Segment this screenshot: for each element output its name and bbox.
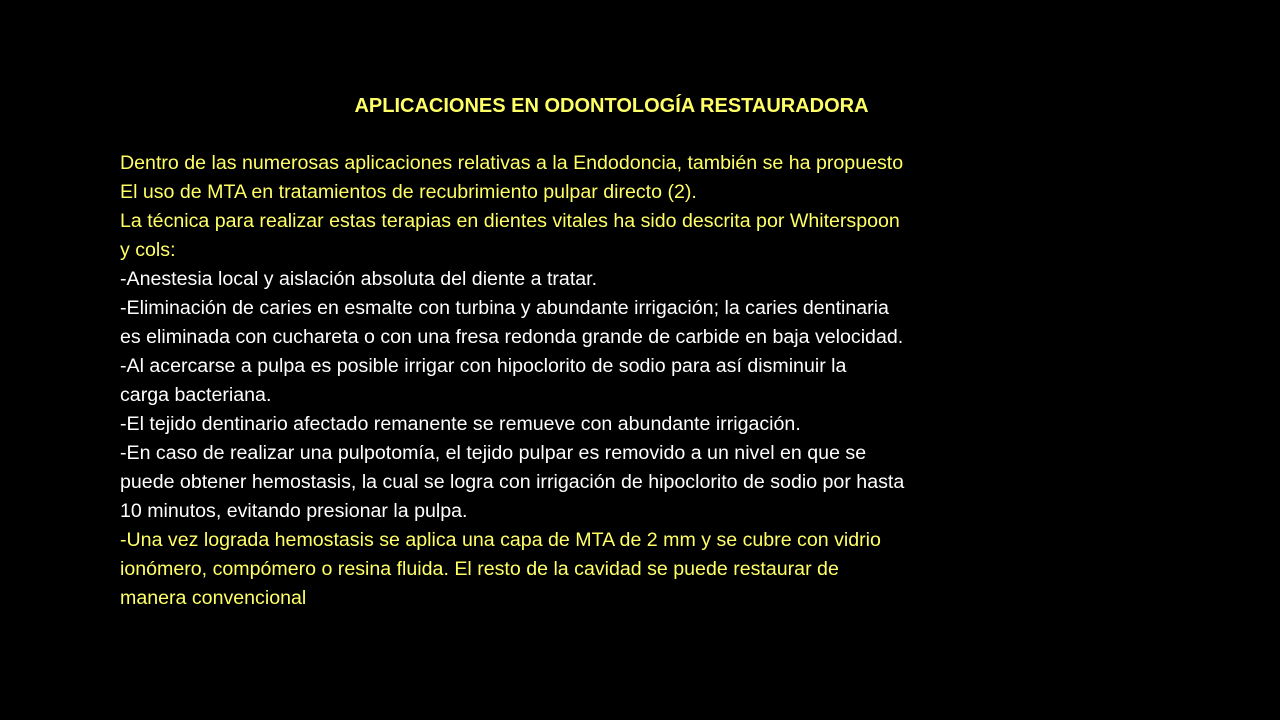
text-line: y cols: <box>120 239 176 261</box>
slide-content <box>120 92 1090 613</box>
text-line: -Anestesia local y aislación absoluta del diente a tratar. <box>120 268 598 290</box>
text-line: -Eliminación de caries en esmalte con turbina y abundante irrigación; la caries dentinaria <box>120 297 889 319</box>
text-line: -El tejido dentinario afectado remanente se remueve con abundante irrigación. <box>120 413 801 435</box>
text-line: carga bacteriana. <box>120 384 272 406</box>
text-line: La técnica para realizar estas terapias en dientes vitales ha sido descrita por Whiterspoon <box>120 210 900 232</box>
slide-title: APLICACIONES EN ODONTOLOGÍA RESTAURADORA <box>354 95 869 117</box>
text-line: puede obtener hemostasis, la cual se logra con irrigación de hipoclorito de sodio por hasta <box>120 471 905 493</box>
text-line: manera convencional <box>120 587 307 609</box>
text-line: es eliminada con cuchareta o con una fresa redonda grande de carbide en baja velocidad. <box>120 326 904 348</box>
text-line: -En caso de realizar una pulpotomía, el tejido pulpar es removido a un nivel en que se <box>120 442 867 464</box>
text-line: -Al acercarse a pulpa es posible irrigar con hipoclorito de sodio para así disminuir la <box>120 355 847 377</box>
text-line: -Una vez lograda hemostasis se aplica una capa de MTA de 2 mm y se cubre con vidrio <box>120 529 881 551</box>
text-line: 10 minutos, evitando presionar la pulpa. <box>120 500 468 522</box>
text-line: Dentro de las numerosas aplicaciones relativas a la Endodoncia, también se ha propuesto <box>120 152 904 174</box>
text-line: ionómero, compómero o resina fluida. El resto de la cavidad se puede restaurar de <box>120 558 839 580</box>
text-line: El uso de MTA en tratamientos de recubrimiento pulpar directo (2). <box>120 181 697 203</box>
